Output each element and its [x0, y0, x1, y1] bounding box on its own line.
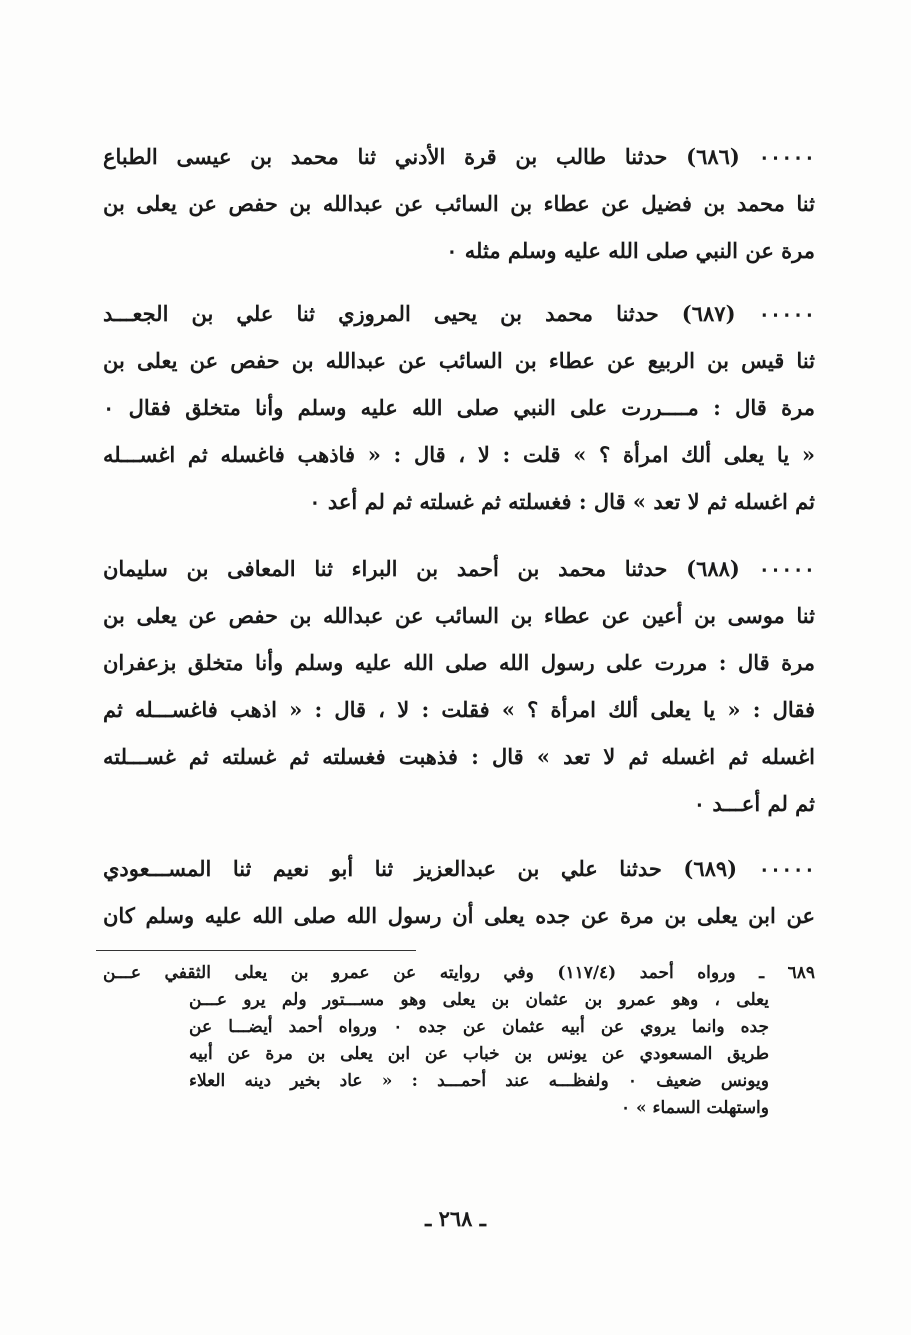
hadith-689: [103, 845, 815, 939]
footnote-line: جده وانما يروي عن أبيه عثمان عن جده ٠ ورواه أحمد أيضـــا عن: [189, 1017, 769, 1037]
hadith-line: ثنا موسى بن أعين عن عطاء بن السائب عن عبدالله بن حفص عن يعلى بن: [103, 603, 815, 628]
hadith-686: [103, 133, 815, 274]
footnote-line: يعلى ، وهو عمرو بن عثمان بن يعلى وهو مســـتور ولم يرو عـــن: [189, 990, 769, 1010]
hadith-line: ٠٠٠٠٠ (٦٨٩) حدثنا علي بن عبدالعزيز ثنا أبو نعيم ثنا المســـعودي: [103, 856, 815, 881]
hadith-line: فقال : « يا يعلى ألك امرأة ؟ » فقلت : لا ، قال : « اذهب فاغســـله ثم: [103, 697, 815, 722]
hadith-line: مرة قال : مــــررت على النبي صلى الله عليه وسلم وأنا متخلق فقال ٠: [103, 395, 815, 420]
hadith-line: اغسله ثم اغسله ثم لا تعد » قال : فذهبت فغسلته ثم غسلته ثم غســـلته: [103, 744, 815, 769]
hadith-line: ٠٠٠٠٠ (٦٨٨) حدثنا محمد بن أحمد بن البراء ثنا المعافى بن سليمان: [103, 556, 815, 581]
hadith-688: [103, 545, 815, 827]
footnote-line: طريق المسعودي عن يونس بن خباب عن ابن يعلى بن مرة عن أبيه: [189, 1044, 769, 1064]
hadith-line: ٠٠٠٠٠ (٦٨٦) حدثنا طالب بن قرة الأدني ثنا محمد بن عيسى الطباع: [103, 144, 815, 169]
hadith-line: ثم لم أعـــد ٠: [693, 791, 815, 816]
hadith-line: « يا يعلى ألك امرأة ؟ » قلت : لا ، قال : « فاذهب فاغسله ثم اغســـله: [103, 442, 815, 467]
footnote-line: واستهلت السماء » ٠: [620, 1098, 769, 1118]
hadith-line: مرة قال : مررت على رسول الله صلى الله عليه وسلم وأنا متخلق بزعفران: [103, 650, 815, 675]
page-number: ـ ٢٦٨ ـ: [425, 1206, 486, 1231]
hadith-line: مرة عن النبي صلى الله عليه وسلم مثله ٠: [446, 238, 815, 263]
footnote-divider: [96, 950, 416, 951]
hadith-line: ثنا قيس بن الربيع عن عطاء بن السائب عن عبدالله بن حفص عن يعلى بن: [103, 348, 815, 373]
hadith-line: ٠٠٠٠٠ (٦٨٧) حدثنا محمد بن يحيى المروزي ثنا علي بن الجعـــد: [103, 301, 815, 326]
footnote-line: ٦٨٩ ـ ورواه أحمد (١١٧/٤) وفي روايته عن عمرو بن يعلى الثقفي عـــن: [103, 963, 815, 983]
hadith-line: عن ابن يعلى بن مرة عن جده يعلى أن رسول الله صلى الله عليه وسلم كان: [103, 903, 815, 928]
hadith-687: [103, 290, 815, 525]
hadith-line: ثم اغسله ثم لا تعد » قال : فغسلته ثم غسلته ثم لم أعد ٠: [309, 489, 815, 514]
footnote: [103, 960, 815, 1122]
hadith-line: ثنا محمد بن فضيل عن عطاء بن السائب عن عبدالله بن حفص عن يعلى بن: [103, 191, 815, 216]
footnote-line: ويونس ضعيف ٠ ولفظـــه عند أحمـــد : « عاد بخير دينه العلاء: [189, 1071, 769, 1091]
